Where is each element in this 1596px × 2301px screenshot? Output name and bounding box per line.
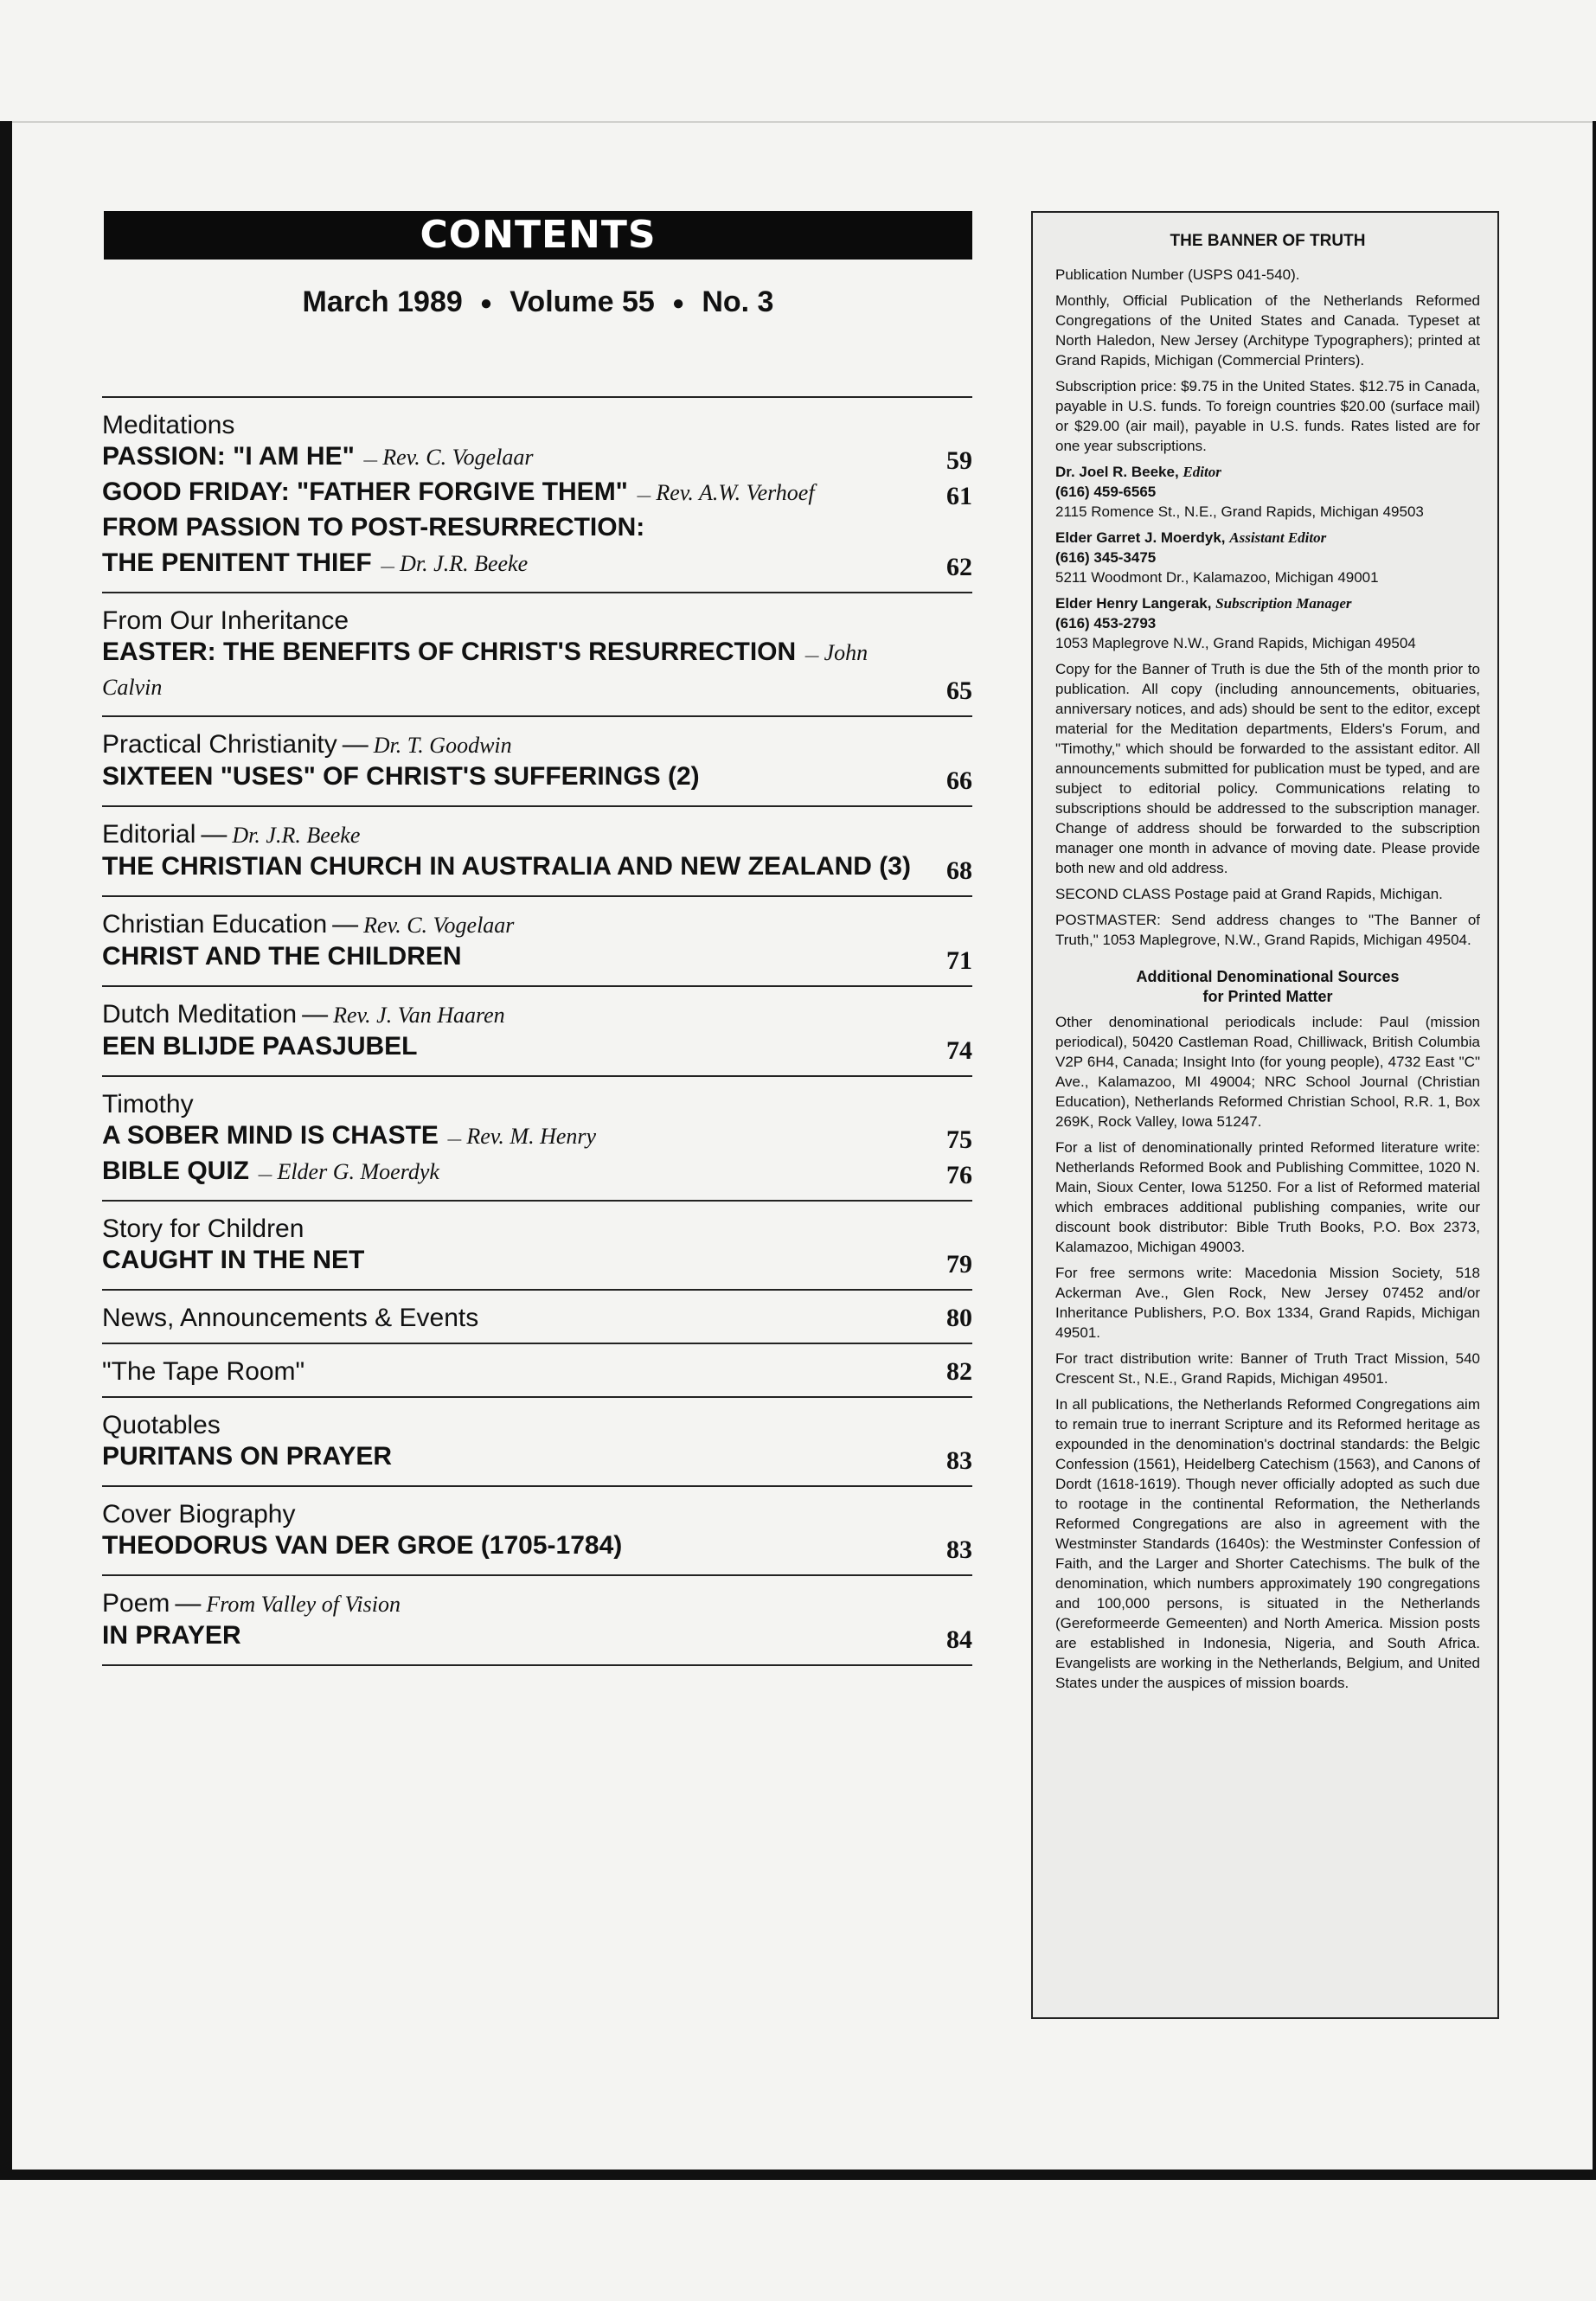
section-label-text: From Our Inheritance (102, 606, 349, 635)
section-label (102, 1356, 972, 1388)
section-label (102, 1410, 972, 1441)
dash-separator: — (376, 560, 395, 574)
entry-title: GOOD FRIDAY: "FATHER FORGIVE THEM" (102, 478, 628, 506)
section-byline: Dr. J.R. Beeke (232, 823, 361, 848)
staff-role: Subscription Manager (1215, 595, 1352, 612)
entry-title: BIBLE QUIZ (102, 1157, 249, 1185)
section-label-text: Timothy (102, 1090, 194, 1118)
dash-separator: — (443, 1132, 462, 1147)
dash-separator: — (175, 1589, 202, 1618)
page-number: 75 (946, 1125, 972, 1154)
toc-section (102, 1077, 972, 1200)
toc-section (102, 1487, 972, 1574)
postmaster-notice: POSTMASTER: Send address changes to "The Banner of Truth," 1053 Maplegrove, N.W., Grand Rapids, Michigan 49504. (1055, 912, 1480, 948)
dash-separator: — (359, 453, 378, 468)
toc-entry (102, 637, 972, 707)
staff-address: 5211 Woodmont Dr., Kalamazoo, Michigan 49001 (1055, 569, 1379, 586)
section-label-text: "The Tape Room" (102, 1357, 305, 1386)
masthead-title: THE BANNER OF TRUTH (1170, 232, 1366, 250)
sources-heading-line-1: Additional Denominational Sources (1136, 968, 1400, 985)
staff-phone: (616) 453-2793 (1055, 615, 1157, 631)
section-label-text: News, Announcements & Events (102, 1304, 479, 1332)
staff-phone: (616) 459-6565 (1055, 484, 1157, 500)
page-edge-left (0, 121, 12, 2180)
section-label (102, 1499, 972, 1530)
toc-section (102, 593, 972, 715)
section-label-text: Practical Christianity (102, 730, 337, 759)
entry-byline: Rev. M. Henry (466, 1124, 597, 1149)
entry-byline: Rev. C. Vogelaar (382, 445, 534, 470)
page-edge-bottom (0, 2170, 1596, 2180)
entry-title: THEODORUS VAN DER GROE (1705-1784) (102, 1531, 623, 1560)
toc-entry (102, 941, 972, 977)
toc-section (102, 717, 972, 805)
publication-description: Monthly, Official Publication of the Netherlands Reformed Congregations of the United States and Canada. Typeset at North Haledon, New Jersey (Architype Typographers); printed at Grand Rapids, Michigan (Commercial Printers). (1055, 292, 1480, 369)
page-number: 83 (946, 1446, 972, 1475)
page-number: 66 (946, 766, 972, 795)
dash-separator: — (632, 489, 651, 503)
toc-section (102, 897, 972, 985)
sources-heading (1055, 967, 1480, 1007)
entry-title: A SOBER MIND IS CHASTE (102, 1121, 439, 1150)
issue-volume: Volume 55 (510, 285, 655, 318)
page-number: 82 (946, 1357, 972, 1386)
toc-entry (102, 1441, 972, 1477)
section-label (102, 819, 972, 851)
toc-entry (102, 1620, 972, 1656)
dash-separator: — (342, 730, 369, 759)
table-of-contents (102, 396, 972, 1666)
section-label (102, 999, 972, 1031)
entry-title: FROM PASSION TO POST-RESURRECTION: (102, 513, 645, 542)
staff-subscription-manager (1055, 593, 1480, 653)
section-byline: From Valley of Vision (206, 1592, 401, 1617)
section-label-text: Story for Children (102, 1215, 304, 1243)
toc-section (102, 1398, 972, 1485)
section-label-text: Christian Education (102, 910, 328, 939)
page-number: 74 (946, 1036, 972, 1065)
staff-role: Assistant Editor (1229, 529, 1327, 546)
entry-byline: Elder G. Moerdyk (277, 1159, 439, 1184)
toc-section (102, 398, 972, 592)
toc-section (102, 987, 972, 1075)
page-edge-top (9, 121, 1596, 123)
toc-section (102, 1344, 972, 1396)
page-number: 62 (946, 553, 972, 581)
page-number: 65 (946, 676, 972, 705)
section-label (102, 1303, 972, 1334)
section-label-text: Cover Biography (102, 1500, 296, 1529)
section-label (102, 909, 972, 941)
toc-entry (102, 1530, 972, 1566)
entry-title: EEN BLIJDE PAASJUBEL (102, 1032, 418, 1061)
staff-phone: (616) 345-3475 (1055, 549, 1157, 566)
toc-entry (102, 1156, 972, 1191)
staff-name: Elder Garret J. Moerdyk, (1055, 529, 1226, 546)
section-divider (102, 1664, 972, 1666)
dash-separator: — (302, 1000, 329, 1029)
section-label-text: Meditations (102, 411, 235, 439)
entry-title: THE PENITENT THIEF (102, 548, 372, 577)
sources-tracts: For tract distribution write: Banner of Truth Tract Mission, 540 Crescent St., N.E., Grand Rapids, Michigan 49501. (1055, 1350, 1480, 1387)
toc-entry (102, 1120, 972, 1156)
toc-entry (102, 477, 972, 512)
section-label (102, 729, 972, 761)
postage-notice: SECOND CLASS Postage paid at Grand Rapids, Michigan. (1055, 886, 1443, 902)
section-byline: Dr. T. Goodwin (373, 733, 512, 758)
toc-entry (102, 761, 972, 797)
toc-entry (102, 851, 972, 887)
entry-byline: John Calvin (102, 640, 869, 700)
bullet-icon: ● (671, 292, 685, 316)
dash-separator: — (201, 820, 228, 849)
staff-role: Editor (1183, 464, 1221, 480)
masthead-box (1031, 211, 1499, 2019)
page-number: 80 (946, 1304, 972, 1332)
entry-title: EASTER: THE BENEFITS OF CHRIST'S RESURRECTION (102, 638, 797, 666)
dash-separator: — (332, 910, 359, 939)
entry-title: CAUGHT IN THE NET (102, 1246, 365, 1274)
page-number: 79 (946, 1250, 972, 1279)
entry-byline: Dr. J.R. Beeke (400, 551, 529, 576)
entry-title: SIXTEEN "USES" OF CHRIST'S SUFFERINGS (2) (102, 762, 700, 791)
toc-section (102, 1202, 972, 1289)
section-label (102, 1089, 972, 1120)
issue-line (104, 285, 972, 319)
issue-month-year: March 1989 (302, 285, 463, 318)
publication-number: Publication Number (USPS 041-540). (1055, 266, 1300, 283)
copy-notice: Copy for the Banner of Truth is due the 5th of the month prior to publication. All copy (including announcements, obituaries, anniversary notices, and ads) should be sent to the editor, except material for the Meditation departments, Elders's Forum, and "Timothy," which should be forwarded to the assistant editor. All announcements submitted for publication must be typed, and are subject to editorial policy. Communications relating to subscriptions should be addressed to the subscription manager. Change of address should be forwarded to the subscription manager one month in advance of moving date. Please provide both new and old address. (1055, 661, 1480, 876)
staff-assistant-editor (1055, 528, 1480, 587)
bullet-icon: ● (479, 292, 493, 316)
toc-entry (102, 512, 972, 548)
section-label-text: Editorial (102, 820, 196, 849)
entry-title: THE CHRISTIAN CHURCH IN AUSTRALIA AND NEW ZEALAND (3) (102, 852, 911, 881)
page-edge-right (1593, 121, 1596, 2180)
section-byline: Rev. J. Van Haaren (333, 1003, 505, 1028)
sources-heading-line-2: for Printed Matter (1202, 988, 1333, 1005)
section-label (102, 606, 972, 637)
section-label-text: Dutch Meditation (102, 1000, 298, 1029)
entry-title: CHRIST AND THE CHILDREN (102, 942, 462, 971)
staff-address: 2115 Romence St., N.E., Grand Rapids, Michigan 49503 (1055, 503, 1424, 520)
subscription-info: Subscription price: $9.75 in the United States. $12.75 in Canada, payable in U.S. funds. To foreign countries $20.00 (surface mail) or $29.00 (air mail), payable in U.S. funds. Rates listed are for one year subscriptions. (1055, 378, 1480, 454)
toc-section (102, 807, 972, 895)
dash-separator: — (801, 649, 819, 663)
page-number: 83 (946, 1535, 972, 1564)
toc-entry (102, 1245, 972, 1280)
sources-sermons: For free sermons write: Macedonia Mission Society, 518 Ackerman Ave., Glen Rock, New Jersey 07452 and/or Inheritance Publishers, P.O. Box 1334, Grand Rapids, Michigan 49501. (1055, 1265, 1480, 1341)
toc-section (102, 1576, 972, 1664)
sources-periodicals: Other denominational periodicals include: Paul (mission periodical), 50420 Castleman Road, Chilliwack, British Columbia V2P 6H4, Canada; Insight Into (for young people), 4732 East "C" Ave., Kalamazoo, MI 49004; NRC School Journal (Christian Education), Netherlands Reformed Christian School, R.R. 1, Box 269K, Rock Valley, Iowa 51247. (1055, 1014, 1480, 1130)
section-label-text: Quotables (102, 1411, 221, 1439)
staff-address: 1053 Maplegrove N.W., Grand Rapids, Michigan 49504 (1055, 635, 1416, 651)
toc-entry (102, 1031, 972, 1067)
entry-title: PASSION: "I AM HE" (102, 442, 355, 471)
toc-entry (102, 441, 972, 477)
section-label (102, 1214, 972, 1245)
issue-number: No. 3 (702, 285, 774, 318)
section-label (102, 410, 972, 441)
section-label (102, 1588, 972, 1620)
section-label-text: Poem (102, 1589, 170, 1618)
toc-section (102, 1291, 972, 1343)
page-number: 84 (946, 1625, 972, 1654)
doctrinal-statement: In all publications, the Netherlands Reformed Congregations aim to remain true to inerrant Scripture and its Reformed heritage as expounded in the denomination's doctrinal standards: the Belgic Confession (1561), Heidelberg Catechism (1563), and Canons of Dordt (1618-1619). Though never officially adopted as such due to rootage in the continental Reformation, the Netherlands Reformed Congregations are also in agreement with the Westminster Standards (1640s): the Westminster Confession of Faith, and the Larger and Shorter Catechisms. The bulk of the denomination, which numbers approximately 190 congregations and 100,000 persons, is situated in the Netherlands (Gereformeerde Gemeenten) and North America. Mission posts are established in Indonesia, Nigeria, and South Africa. Evangelists are working in the Netherlands, Belgium, and United States under the auspices of mission boards. (1055, 1396, 1480, 1691)
page-number: 71 (946, 946, 972, 975)
page-number: 61 (946, 482, 972, 510)
section-byline: Rev. C. Vogelaar (363, 913, 515, 938)
toc-entry (102, 548, 972, 583)
contents-banner: CONTENTS (104, 211, 972, 260)
entry-title: IN PRAYER (102, 1621, 241, 1650)
page-number: 76 (946, 1161, 972, 1189)
entry-byline: Rev. A.W. Verhoef (656, 480, 815, 505)
page-number: 59 (946, 446, 972, 475)
sources-literature: For a list of denominationally printed Reformed literature write: Netherlands Reformed Book and Publishing Committee, 1020 N. Main, Sioux Center, Iowa 51250. For a list of Reformed material which embraces additional publishing companies, write our discount book distributor: Bible Truth Books, P.O. Box 2373, Kalamazoo, Michigan 49003. (1055, 1139, 1480, 1255)
entry-title: PURITANS ON PRAYER (102, 1442, 393, 1471)
staff-editor (1055, 462, 1480, 522)
staff-name: Dr. Joel R. Beeke, (1055, 464, 1179, 480)
page-number: 68 (946, 856, 972, 885)
dash-separator: — (254, 1168, 272, 1183)
staff-name: Elder Henry Langerak, (1055, 595, 1212, 612)
